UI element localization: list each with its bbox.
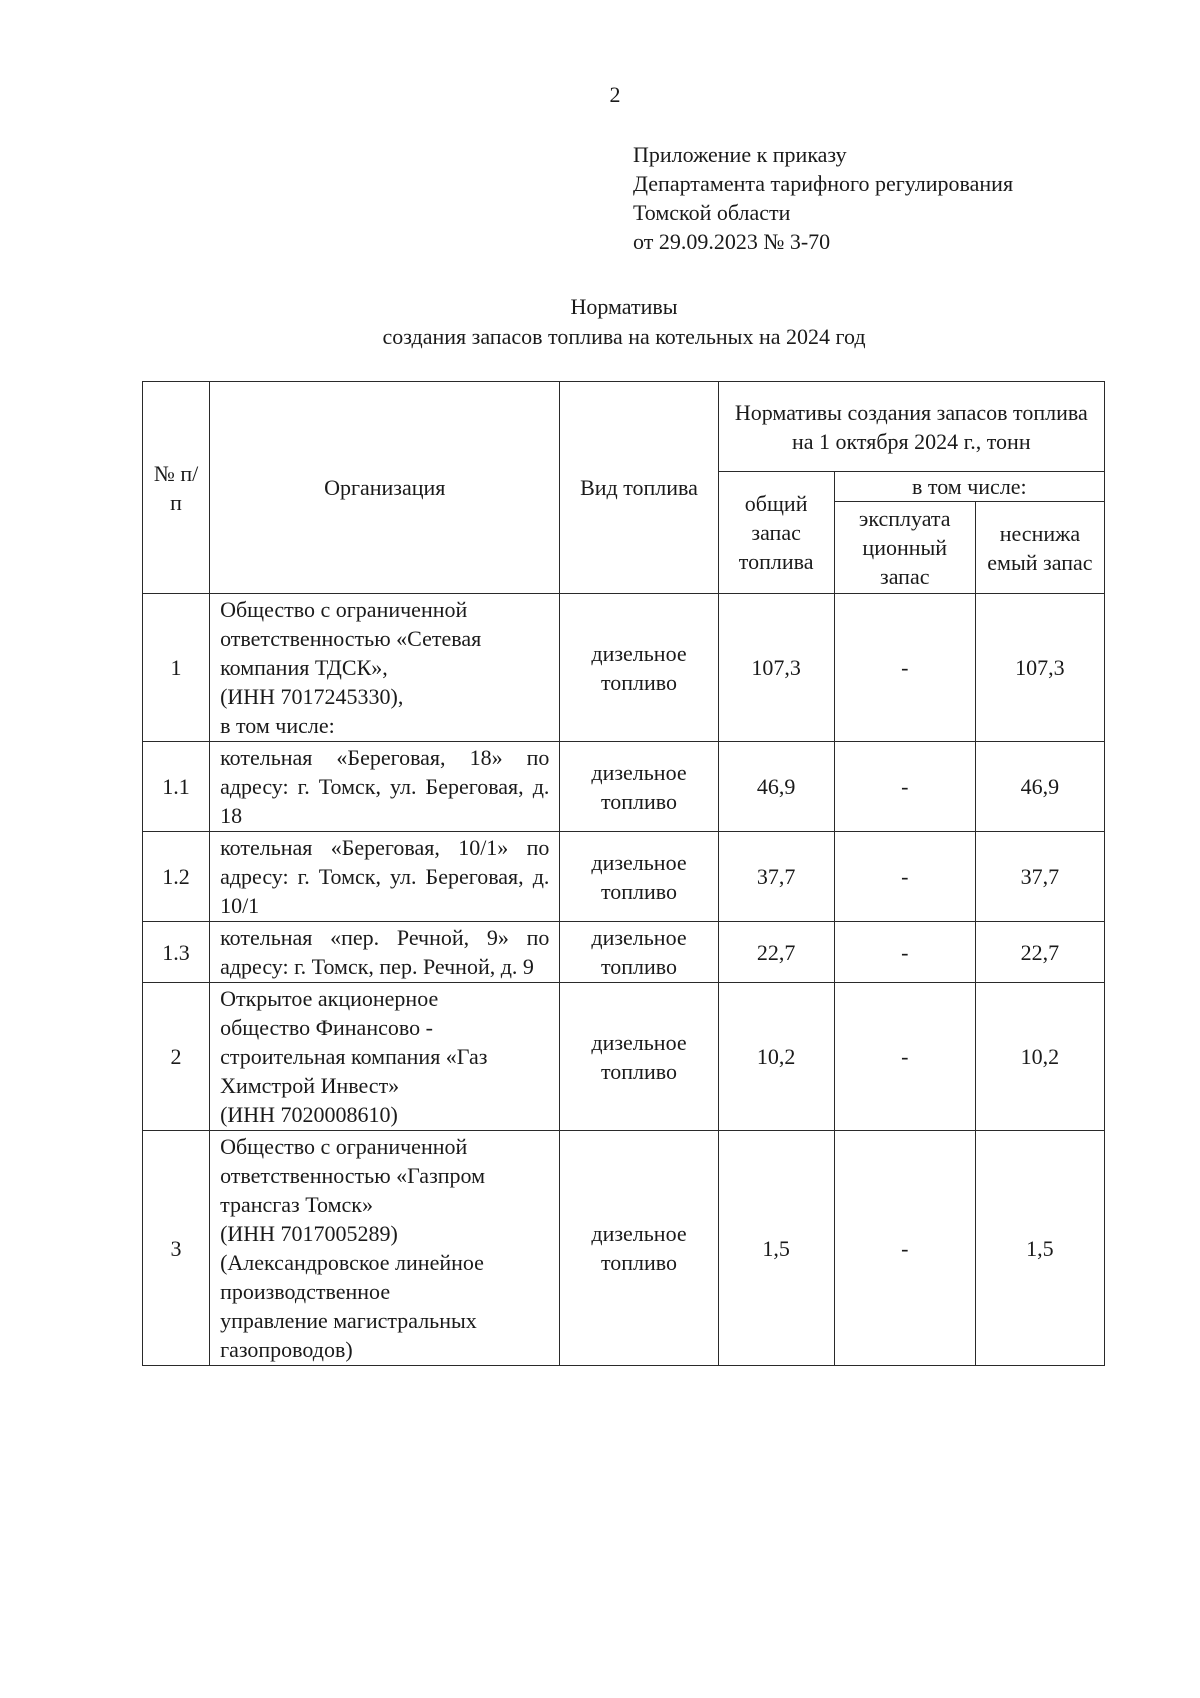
table-row (143, 832, 1105, 922)
organization-line: ответственностью «Сетевая (220, 626, 482, 651)
table-row (143, 742, 1105, 832)
organization-line: котельная «Береговая, 10/1» по адресу: г. Томск, ул. Береговая, д. 10/1 (220, 835, 550, 918)
header-minimum-reserve: неснижа емый запас (975, 502, 1104, 594)
organization-line: трансгаз Томск» (220, 1192, 373, 1217)
table-row (143, 1131, 1105, 1366)
operational-reserve-cell: - (834, 832, 975, 922)
organization-cell (210, 742, 560, 832)
header-norms-group: Нормативы создания запасов топлива на 1 октября 2024 г., тонн (718, 382, 1104, 472)
header-total-reserve: общий запас топлива (718, 472, 834, 594)
organization-line: Общество с ограниченной (220, 597, 468, 622)
row-number: 1.3 (143, 922, 210, 983)
total-reserve-cell: 22,7 (718, 922, 834, 983)
header-organization: Организация (210, 382, 560, 594)
fuel-type-cell: дизельное топливо (560, 1131, 718, 1366)
organization-line: ответственностью «Газпром (220, 1163, 486, 1188)
total-reserve-cell: 1,5 (718, 1131, 834, 1366)
organization-line: (Александровское линейное (220, 1250, 484, 1275)
organization-line: Открытое акционерное (220, 986, 439, 1011)
header-num: № п/п (143, 382, 210, 594)
row-number: 2 (143, 983, 210, 1131)
appendix-line: Департамента тарифного регулирования (633, 171, 1014, 196)
minimum-reserve-cell: 46,9 (975, 742, 1104, 832)
organization-cell (210, 983, 560, 1131)
organization-cell (210, 1131, 560, 1366)
document-title (140, 292, 1108, 352)
organization-line: (ИНН 7017005289) (220, 1221, 398, 1246)
header-fuel-type: Вид топлива (560, 382, 718, 594)
minimum-reserve-cell: 1,5 (975, 1131, 1104, 1366)
table-row (143, 983, 1105, 1131)
fuel-type-cell: дизельное топливо (560, 594, 718, 742)
title-line-1: Нормативы (570, 294, 678, 319)
fuel-type-cell: дизельное топливо (560, 832, 718, 922)
row-number: 1.1 (143, 742, 210, 832)
table-row (143, 922, 1105, 983)
organization-line: котельная «Береговая, 18» по адресу: г. Томск, ул. Береговая, д. 18 (220, 745, 550, 828)
row-number: 3 (143, 1131, 210, 1366)
title-line-2: создания запасов топлива на котельных на 2024 год (382, 324, 866, 349)
total-reserve-cell: 10,2 (718, 983, 834, 1131)
appendix-line: от 29.09.2023 № 3-70 (633, 229, 831, 254)
organization-line: компания ТДСК», (220, 655, 388, 680)
row-number: 1 (143, 594, 210, 742)
organization-cell (210, 594, 560, 742)
operational-reserve-cell: - (834, 742, 975, 832)
appendix-line: Томской области (633, 200, 791, 225)
organization-line: газопроводов) (220, 1337, 353, 1362)
total-reserve-cell: 107,3 (718, 594, 834, 742)
operational-reserve-cell: - (834, 983, 975, 1131)
organization-line: строительная компания «Газ (220, 1044, 488, 1069)
operational-reserve-cell: - (834, 594, 975, 742)
fuel-type-cell: дизельное топливо (560, 742, 718, 832)
minimum-reserve-cell: 37,7 (975, 832, 1104, 922)
table-row (143, 594, 1105, 742)
header-operational-reserve: эксплуата ционный запас (834, 502, 975, 594)
organization-line: Общество с ограниченной (220, 1134, 468, 1159)
organization-line: в том числе: (220, 713, 335, 738)
organization-line: (ИНН 7017245330), (220, 684, 404, 709)
organization-line: общество Финансово - (220, 1015, 433, 1040)
organization-line: Химстрой Инвест» (220, 1073, 400, 1098)
total-reserve-cell: 37,7 (718, 832, 834, 922)
minimum-reserve-cell: 22,7 (975, 922, 1104, 983)
header-including: в том числе: (834, 472, 1104, 502)
operational-reserve-cell: - (834, 1131, 975, 1366)
organization-line: котельная «пер. Речной, 9» по адресу: г. Томск, пер. Речной, д. 9 (220, 925, 550, 979)
minimum-reserve-cell: 107,3 (975, 594, 1104, 742)
page-number: 2 (609, 82, 621, 107)
total-reserve-cell: 46,9 (718, 742, 834, 832)
appendix-block (633, 140, 1013, 256)
fuel-type-cell: дизельное топливо (560, 983, 718, 1131)
organization-cell (210, 922, 560, 983)
appendix-line: Приложение к приказу (633, 142, 847, 167)
organization-cell (210, 832, 560, 922)
operational-reserve-cell: - (834, 922, 975, 983)
minimum-reserve-cell: 10,2 (975, 983, 1104, 1131)
organization-line: производственное (220, 1279, 391, 1304)
fuel-norms-table (142, 381, 1105, 1366)
organization-line: (ИНН 7020008610) (220, 1102, 398, 1127)
row-number: 1.2 (143, 832, 210, 922)
fuel-type-cell: дизельное топливо (560, 922, 718, 983)
organization-line: управление магистральных (220, 1308, 477, 1333)
